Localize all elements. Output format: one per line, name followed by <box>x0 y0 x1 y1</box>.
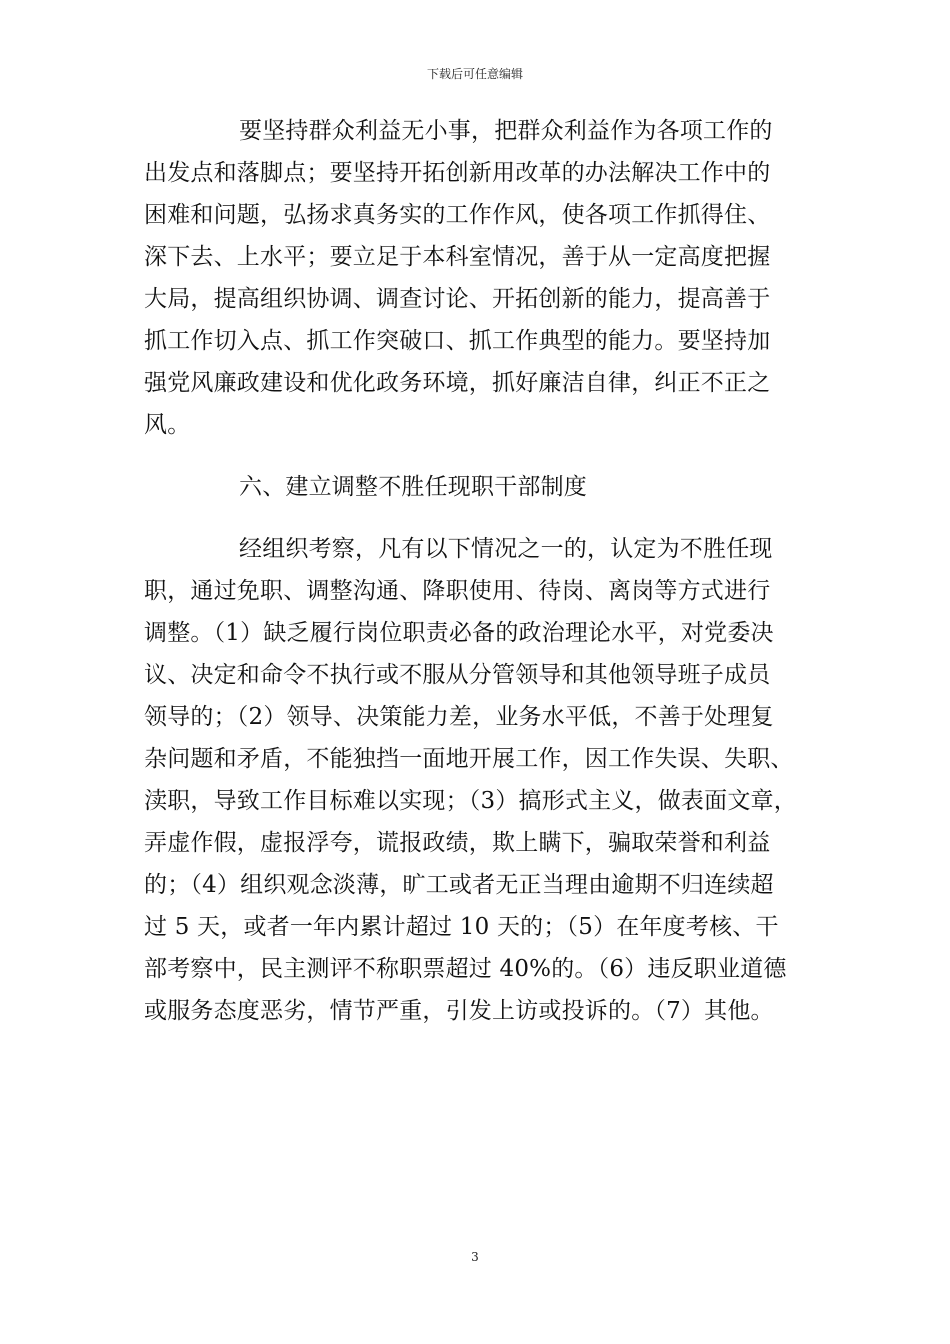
document-body <box>144 110 806 1032</box>
text-line: 要坚持群众利益无小事，把群众利益作为各项工作的 <box>239 118 773 144</box>
text-line: 风。 <box>144 412 191 438</box>
page-number: 3 <box>471 1250 479 1264</box>
text-line: 弄虚作假，虚报浮夸，谎报政绩，欺上瞒下，骗取荣誉和利益 <box>144 830 771 856</box>
text-line: 部考察中，民主测评不称职票超过 40%的。（6）违反职业道德 <box>144 956 787 982</box>
text-line: 强党风廉政建设和优化政务环境，抓好廉洁自律，纠正不正之 <box>144 370 771 396</box>
text-line: 的；（4）组织观念淡薄，旷工或者无正当理由逾期不归连续超 <box>144 872 774 898</box>
text-line: 经组织考察，凡有以下情况之一的，认定为不胜任现 <box>239 536 773 562</box>
section-heading: 六、建立调整不胜任现职干部制度 <box>239 474 587 500</box>
text-line: 或服务态度恶劣，情节严重，引发上访或投诉的。（7）其他。 <box>144 998 774 1024</box>
paragraph-spacer <box>144 508 806 528</box>
page-header: 下载后可任意编辑 <box>426 67 523 81</box>
text-line: 渎职，导致工作目标难以实现；（3）搞形式主义，做表面文章， <box>144 788 797 814</box>
text-line: 调整。（1）缺乏履行岗位职责必备的政治理论水平，对党委决 <box>144 620 774 646</box>
text-line: 领导的；（2）领导、决策能力差，业务水平低，不善于处理复 <box>144 704 774 730</box>
text-line: 过 5 天，或者一年内累计超过 10 天的；（5）在年度考核、干 <box>144 914 779 940</box>
paragraph-responsibilities <box>144 110 806 446</box>
paragraph-spacer <box>144 446 806 466</box>
text-line: 困难和问题，弘扬求真务实的工作作风，使各项工作抓得住、 <box>144 202 771 228</box>
text-line: 出发点和落脚点；要坚持开拓创新用改革的办法解决工作中的 <box>144 160 771 186</box>
text-line: 职，通过免职、调整沟通、降职使用、待岗、离岗等方式进行 <box>144 578 771 604</box>
text-line: 议、决定和命令不执行或不服从分管领导和其他领导班子成员 <box>144 662 771 688</box>
text-line: 杂问题和矛盾，不能独挡一面地开展工作，因工作失误、失职、 <box>144 746 794 772</box>
paragraph-incompetence-criteria <box>144 528 806 1032</box>
text-line: 抓工作切入点、抓工作突破口、抓工作典型的能力。要坚持加 <box>144 328 771 354</box>
text-line: 深下去、上水平；要立足于本科室情况，善于从一定高度把握 <box>144 244 771 270</box>
text-line: 大局，提高组织协调、调查讨论、开拓创新的能力，提高善于 <box>144 286 771 312</box>
